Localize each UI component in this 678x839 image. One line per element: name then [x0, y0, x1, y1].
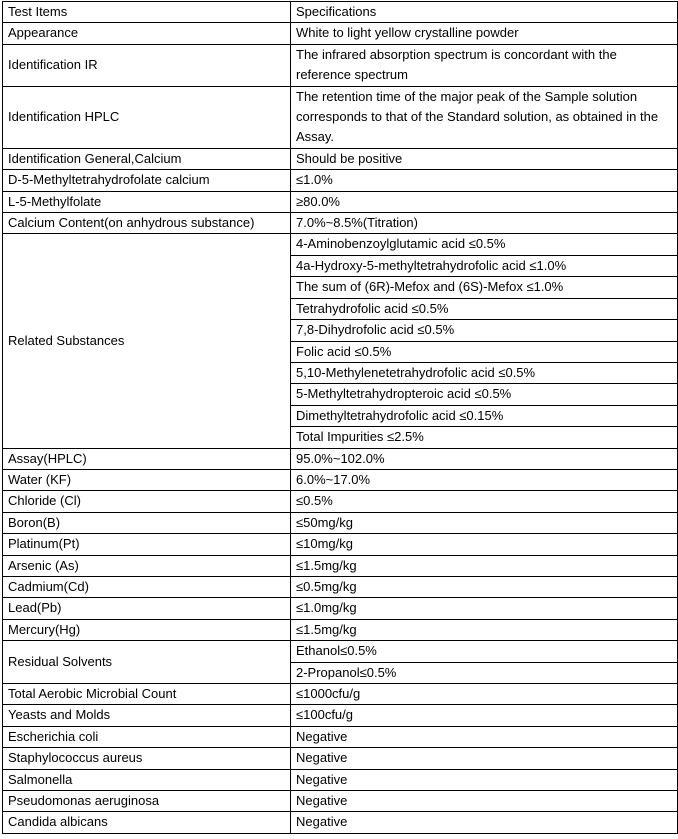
test-item-cell: Arsenic (As) [3, 555, 291, 576]
specification-cell: Tetrahydrofolic acid ≤0.5% [291, 298, 678, 319]
table-row [3, 213, 678, 234]
table-row [3, 726, 678, 747]
table-row [3, 748, 678, 769]
table-row [3, 641, 678, 662]
test-item-cell: Identification HPLC [3, 86, 291, 148]
specification-cell: 2-Propanol≤0.5% [291, 662, 678, 683]
table-body [3, 2, 678, 834]
test-item-cell: Yeasts and Molds [3, 705, 291, 726]
table-row [3, 534, 678, 555]
specification-cell: 7.0%~8.5%(Titration) [291, 213, 678, 234]
table-row [3, 23, 678, 44]
test-item-cell: Identification General,Calcium [3, 148, 291, 169]
specification-cell: Folic acid ≤0.5% [291, 341, 678, 362]
test-item-cell: Pseudomonas aeruginosa [3, 791, 291, 812]
specification-cell: 4a-Hydroxy-5-methyltetrahydrofolic acid ≤1.0% [291, 255, 678, 276]
specification-cell: 7,8-Dihydrofolic acid ≤0.5% [291, 320, 678, 341]
test-item-cell: Mercury(Hg) [3, 619, 291, 640]
specification-cell: The sum of (6R)-Mefox and (6S)-Mefox ≤1.0% [291, 277, 678, 298]
specification-cell: Total Impurities ≤2.5% [291, 427, 678, 448]
specification-cell: Negative [291, 769, 678, 790]
specification-cell: Dimethyltetrahydrofolic acid ≤0.15% [291, 405, 678, 426]
table-row [3, 191, 678, 212]
specification-cell: 5-Methyltetrahydropteroic acid ≤0.5% [291, 384, 678, 405]
specification-cell: The infrared absorption spectrum is concordant with the reference spectrum [291, 44, 678, 86]
test-item-cell: Platinum(Pt) [3, 534, 291, 555]
test-item-cell: Cadmium(Cd) [3, 576, 291, 597]
table-row [3, 598, 678, 619]
test-item-cell: Total Aerobic Microbial Count [3, 684, 291, 705]
table-row [3, 769, 678, 790]
specification-cell: ≤1.5mg/kg [291, 555, 678, 576]
related-substances-cell: Related Substances [3, 234, 291, 448]
table-row [3, 576, 678, 597]
specification-cell: 4-Aminobenzoylglutamic acid ≤0.5% [291, 234, 678, 255]
test-item-cell: Chloride (Cl) [3, 491, 291, 512]
specification-cell: Negative [291, 812, 678, 833]
table-row [3, 234, 678, 255]
specification-cell: Negative [291, 726, 678, 747]
specification-cell: ≤100cfu/g [291, 705, 678, 726]
specification-cell: Negative [291, 791, 678, 812]
table-row [3, 684, 678, 705]
test-item-cell: Boron(B) [3, 512, 291, 533]
table-row [3, 555, 678, 576]
table-row [3, 512, 678, 533]
specification-cell: Ethanol≤0.5% [291, 641, 678, 662]
test-item-cell: Candida albicans [3, 812, 291, 833]
specification-cell: 95.0%~102.0% [291, 448, 678, 469]
table-row [3, 86, 678, 148]
specification-cell: 6.0%~17.0% [291, 469, 678, 490]
table-row [3, 469, 678, 490]
header-specifications: Specifications [291, 2, 678, 23]
test-item-cell: D-5-Methyltetrahydrofolate calcium [3, 170, 291, 191]
specification-cell: Should be positive [291, 148, 678, 169]
specification-cell: ≤50mg/kg [291, 512, 678, 533]
table-row [3, 791, 678, 812]
specification-cell: 5,10-Methylenetetrahydrofolic acid ≤0.5% [291, 362, 678, 383]
table-row [3, 148, 678, 169]
specification-table [2, 1, 678, 834]
residual-solvents-cell: Residual Solvents [3, 641, 291, 684]
specification-cell: ≤0.5mg/kg [291, 576, 678, 597]
test-item-cell: Salmonella [3, 769, 291, 790]
test-item-cell: Water (KF) [3, 469, 291, 490]
test-item-cell: Assay(HPLC) [3, 448, 291, 469]
table-row [3, 812, 678, 833]
specification-cell: ≤1.0mg/kg [291, 598, 678, 619]
table-row [3, 170, 678, 191]
test-item-cell: Identification IR [3, 44, 291, 86]
test-item-cell: Calcium Content(on anhydrous substance) [3, 213, 291, 234]
header-test-items: Test Items [3, 2, 291, 23]
test-item-cell: Staphylococcus aureus [3, 748, 291, 769]
table-row [3, 491, 678, 512]
table-header-row [3, 2, 678, 23]
specification-cell: The retention time of the major peak of the Sample solution corresponds to that of the Standard solution, as obtained in the Assay. [291, 86, 678, 148]
table-row [3, 619, 678, 640]
specification-cell: ≥80.0% [291, 191, 678, 212]
table-row [3, 44, 678, 86]
test-item-cell: Appearance [3, 23, 291, 44]
table-row [3, 448, 678, 469]
specification-cell: Negative [291, 748, 678, 769]
test-item-cell: Lead(Pb) [3, 598, 291, 619]
specification-cell: ≤10mg/kg [291, 534, 678, 555]
test-item-cell: L-5-Methylfolate [3, 191, 291, 212]
specification-cell: ≤1000cfu/g [291, 684, 678, 705]
specification-cell: White to light yellow crystalline powder [291, 23, 678, 44]
specification-cell: ≤0.5% [291, 491, 678, 512]
table-row [3, 705, 678, 726]
specification-cell: ≤1.5mg/kg [291, 619, 678, 640]
test-item-cell: Escherichia coli [3, 726, 291, 747]
specification-cell: ≤1.0% [291, 170, 678, 191]
